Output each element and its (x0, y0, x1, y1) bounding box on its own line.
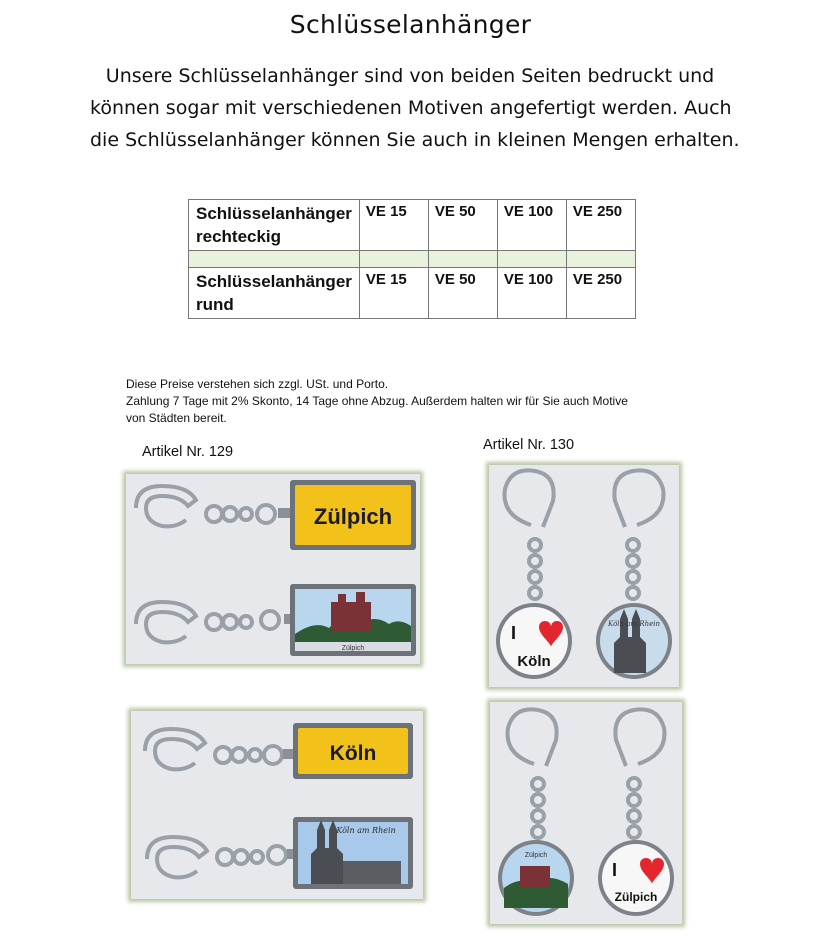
intro-line: können sogar mit verschiedenen Motiven angefertigt werden. Auch (90, 97, 732, 119)
page-title: Schlüsselanhänger (289, 10, 532, 39)
round-koeln-caption: Köln am Rhein (608, 620, 660, 628)
photo-zuelpich-rectangular (126, 474, 420, 664)
round-koeln-i: I (511, 623, 517, 643)
round-zuelpich-name: Zülpich (614, 890, 658, 904)
round-koeln-name: Köln (517, 653, 551, 670)
table-cell: VE 50 (428, 200, 497, 251)
table-cell: VE 50 (428, 268, 497, 319)
row-label: Schlüsselanhänger rechteckig (189, 200, 360, 251)
zuelpich-castle-caption: Zülpich (341, 645, 365, 652)
article-label-130: Artikel Nr. 130 (483, 437, 575, 453)
zuelpich-sign-text: Zülpich (313, 504, 393, 529)
round-zuelpich-i: I (612, 860, 618, 880)
table-cell: VE 100 (497, 200, 566, 251)
koeln-sign-text: Köln (329, 742, 377, 765)
table-spacer-row (189, 251, 636, 268)
note-line: von Städten bereit. (126, 411, 227, 425)
table-cell: VE 250 (566, 268, 635, 319)
intro-text (90, 60, 740, 156)
photo-koeln-round (489, 465, 679, 687)
table-cell: VE 15 (359, 200, 428, 251)
intro-line: die Schlüsselanhänger können Sie auch in kleinen Mengen erhalten. (90, 129, 740, 151)
table-cell: VE 250 (566, 200, 635, 251)
photo-zuelpich-round (490, 702, 682, 924)
intro-line: Unsere Schlüsselanhänger sind von beiden Seiten bedruckt und (105, 65, 715, 87)
table-row (189, 268, 636, 319)
terms-notes (126, 376, 628, 427)
article-label-129: Artikel Nr. 129 (142, 444, 234, 460)
price-table (188, 199, 636, 319)
table-row (189, 200, 636, 251)
table-cell: VE 15 (359, 268, 428, 319)
note-line: Diese Preise verstehen sich zzgl. USt. und Porto. (126, 377, 389, 391)
round-zuelpich-caption: Zülpich (524, 852, 548, 859)
table-cell: VE 100 (497, 268, 566, 319)
row-label: Schlüsselanhänger rund (189, 268, 360, 319)
note-line: Zahlung 7 Tage mit 2% Skonto, 14 Tage ohne Abzug. Außerdem halten wir für Sie auch Motive (126, 394, 628, 408)
photo-koeln-rectangular (131, 711, 423, 899)
koeln-cathedral-caption: Köln am Rhein (336, 826, 396, 835)
